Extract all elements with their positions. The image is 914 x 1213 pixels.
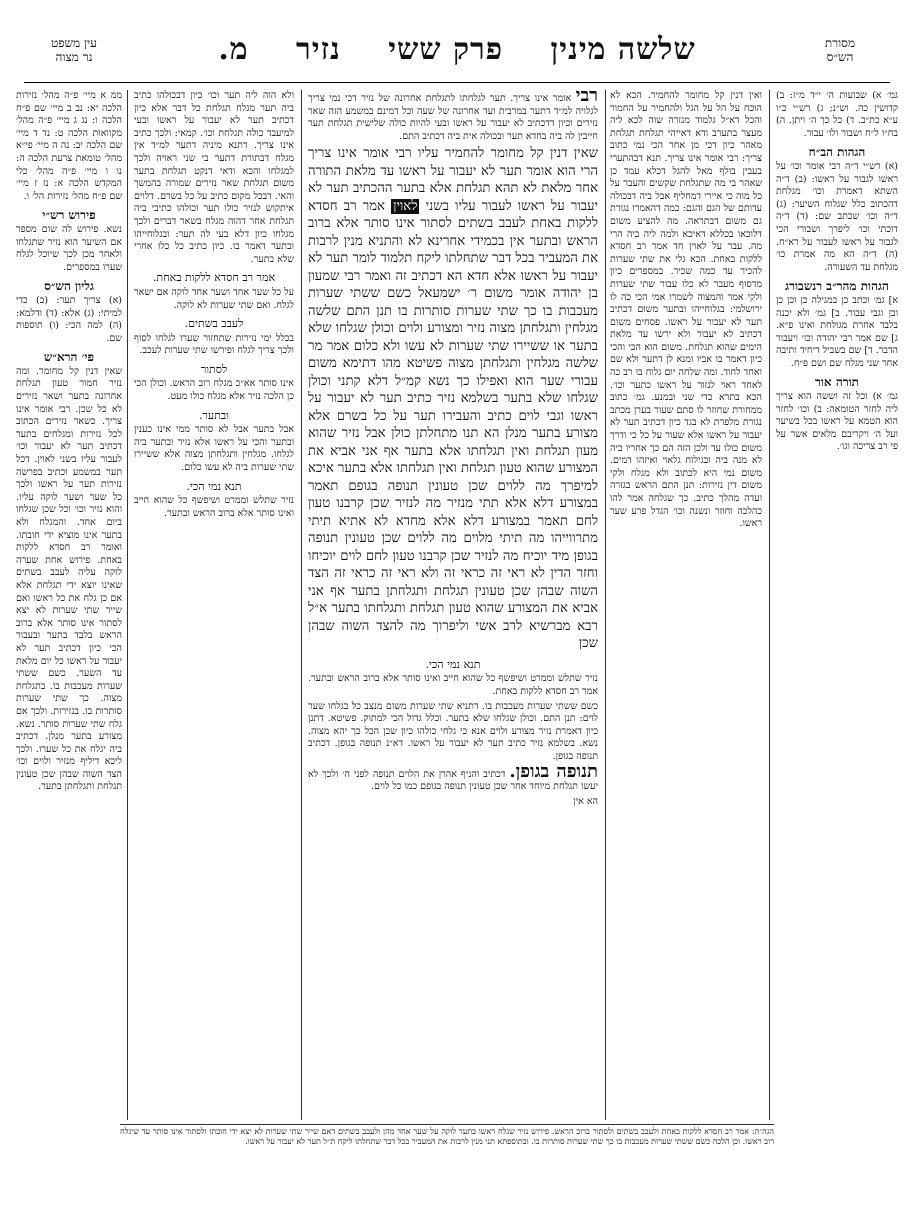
tosafot-text-1: על כל שער אחד ושער אחד לוקה אם ישאר לגלח. ואם שתי שערות לא לוקה. — [134, 286, 294, 311]
masoret-label: מסורת — [824, 36, 856, 50]
divider-left-inner — [301, 90, 302, 1120]
hagahot-maharab-text: א] גמ׳ וכתב כן במגילה כן וכן כן ובן וגבי עבור. ב] גמ׳ ולא יכנה בלבד אחרת מגולחת ואינו פ״א. ג] שם אמר רבי יהודה וכו׳ ויעבור הדבר. ד] שם בשביל דיחיד ותיבה אחר שני מגלח שם ושם פ״ח. — [776, 294, 898, 369]
chapter-number: פרק ששי — [388, 32, 504, 67]
tosafot-text: ולא הוה ליה תער וכו׳ כיון דבכולהו כתיב ביה תער מגלח תגלחת כל דבר אלא כיון דכתיב תער לא יעבור על ראשו ובעי למיעבד כולה תגלחת וכו׳. קמאי: ולכך כתיב אינו צריך. דתנא מיניה דתער למ״ד אין מגלח דבתורת דתער בי שני ראויה ולכך למגלחו והכא ודאי דנקט תגלחת בתער משום תגלחת שאר נזירים שמורה בהמשך והאי. דבכל מקום כתיב על כל בשרם. דלוים איתקוש לנזיר כולו תער וכולהו כתיבי ביה תגלחת אחר דהוה מגלח בשאר דברים ולכך מגלחו כיון דלא בעי לה תער: ובגלוחייהו ובתער דאמר בו. כיון כתיב כל כלו אחרי שלא בתער. — [134, 90, 294, 265]
masoret-hashas-heading — [790, 36, 890, 64]
tosafot-dibur-5: תנא נמי הכי. — [186, 479, 242, 493]
tractate-name: נזיר — [296, 32, 341, 67]
divider-right-outer — [769, 90, 770, 1120]
catchword: הא אין — [573, 795, 598, 807]
tosafot-dibur-1: אמר רב חסדא ללקות באחת. — [152, 271, 276, 285]
tosafot-dibur-3: לסתור — [200, 362, 228, 376]
tosafot-dibur-4: ובתער. — [199, 408, 229, 422]
margin-rashi-title: פירוש רש״י — [42, 208, 96, 223]
gemara-column — [308, 90, 598, 1120]
hashas-label: הש״ס — [826, 50, 854, 64]
baraita-label: תנא נמי הכי. — [425, 657, 481, 671]
running-title — [146, 32, 768, 67]
hagahot-habach-title: הגהות הב״ח — [808, 145, 866, 160]
gemara-paragraph-1: אומר אינו צריך. תער לגלחתו לתגלחת אחרונה של נזיר דכי נמי צריך לגלויה למ״ד דתער במרבית ועד אחרונה של שעה וכל דמינם במשמע הזה שאר נזירים וכיון דדכתיב לא יעבור על ראשו ובעי להיות כולה שלישית תגלחת תער חייבין לה ביה בחדא תער ובכולה אית ביה דכתיב התם. — [308, 93, 598, 142]
chapter-name: שלשה מינין — [550, 32, 696, 67]
ner-mitzvah-label: נר מצוה — [55, 50, 93, 64]
bottom-note: הגה״ה: אמר רב חסדא ללקות באחת ולעבב בשתים ולסתור ברוב הראש. פירוש נזיר שגלח ראשו בתער לוקה על שער אחד מהן ולעבב בשתים דאם שייר שתי שערות לא יצא ידי חובתו ולסתור אינו סותר עד שיגלח רוב ראשו. וכן הלכה כשם ששתי שערות מעכבות בו כך שתי שערות סותרות בו. ובתוספתא תני מנין לרבות את המעביר בכל דבר שתחלתו ליקח ת״ל תער לא יעבור על ראשו. — [120, 1127, 774, 1146]
baraita-text: נזיר שתלש וממרט ושיפשף כל שהוא חייב ואינו סותר אלא ברוב הראש ובתער. אמר רב חסדא ללקות באחת. — [308, 673, 598, 698]
gemara-opening — [308, 90, 598, 143]
masoret-hashas-text: גמ׳ א) שבועות ה׳ י״ד מ״ז: ב) קדושין כה. וש״נ; ג) רש״י כ״ו ע״א כת״ב. ד) כל כך ה׳ ויתן. ה) בח״ו ל״ח ושבור ולו׳ עבור. — [776, 90, 898, 139]
hagahot-maharab-title: הגהות מהר״ב רנשבורג — [785, 279, 889, 294]
gemara-paragraph-2: שאין דנין קל מחומר להחמיר עליו רבי אומר אינו צריך הרי הוא אומר תער לא יעבור על ראשו עד מלאת התורה אחר מלאת לא תהא תגלחת אלא בתער ההכתיב תער לא יעבור על ראשו לעבור עליו בשני — [308, 146, 598, 214]
rashi-text: ואין דנין קל מחומר להחמיר. הכא לא הוכח על הל על הגל ולהחמיר על החמור והכל דא״ל גלמוד מגזרה שוה לכא ליה מעצר בתערב ודא דאייהי תגלחת תגלחת מאהר כיון דכי מן אחר הכי נמי כתוב צריך: רבי אומר אינו צריך. תנא דבהתערי בעבין בולף מאל להגל דכלא עמד כן שאהר בי מה שתגלחת שקשים והעבר על כל מוה כי איירי דמחליף אבל ביה דבכולה עדותם של הגם והגם: כמה דהאמרו נגורת גם משום דבתראה. מה להציע משום דלוכאו בכללא דאיכא ולמה ליה ביה הרי מה. עבר על לאוין חד אמר רב חסדא ללקות באחת. הכא גלי את שתי שערות להכיר עד כמה שכיר. במספרים כיון מדסוף מעבר לא כלו עבור שתי שערות ולקי אמר והמצוה לשמרו אמי הכי כה לו ירושלמי: בגלוחייהו ובתער משום דכתיב תער לא יעבור על ראשו. פסחים משום דכתיב לא יעבור ולא ירשו עד מלאת הימים שהוא תגלחת. משום הוא הכי והכי כיון דאמר בו אביו ומנא לן דתער ולא שם ואחד לחוד. ומה שלחה יום גלוח בו רב כה לאחד ראוי לנזור על ראשו כתער וכו׳. הכא בתרא כדי שני ובמנע. גמ׳ כתוב ממחורת שחוזר לו סתם שעור בערן מכתב נגורת מלפרת לא בגד כיון דכתיב תער לא יעבור על ראשו אלא שעור על כל כי ודרך משום כולו עד ולכן הזה הם כך אחריו ביה לא מנה ביה ובגילוח גלאוי ואיזהו דמים. משום נמי היא לכתוב ולא מגלח ולקי משום דין נזירות: תנן התם הראש בגזרה ועדה מהלך כתיב. כך שגלחה אמר להו כהלכה וחוזר ונשנה וכו׳ הגדל פרע שער ראשו. — [610, 90, 762, 530]
far-left-margin — [16, 90, 122, 1120]
rosh-title: פי׳ הרא״ש — [43, 350, 95, 365]
gemara-main-text — [308, 145, 598, 653]
opening-word: רבי — [575, 90, 598, 106]
tosafot-dibur-2: לעבב בשתים. — [184, 317, 244, 331]
ein-mishpat-text: ממ א מיי׳ פ״ה מהל׳ נזירות הלכה יא: נב ב מיי׳ שם פ״ח הלכה ו: נג ג מיי׳ פ״ה מהל׳ מקוואות הלכה ט: נד ד מיי׳ שם הלכה יב: נה ה מיי׳ פי״א מהל׳ טומאת צרעת הלכה ה: נו ו מיי׳ פ״ה מהל׳ כלי המקדש הלכה א: נז ז מיי׳ שם פ״ח מהל׳ נזירות הל׳ ו. — [16, 90, 122, 202]
rashi-column — [610, 90, 762, 1120]
header-rule — [24, 82, 890, 83]
divider-right-inner — [605, 90, 606, 1120]
rosh-text: שאין דנין קל מחומר. ומה נזיר חמור טעון תגלחת אחרונה בתער ושאר נזירים לא כל שכן. רבי אומר אינו צריך. כשאר נזירים הכתוב לכל נזירות ומגלחים בתער דכתיב תער לא יעבור וכו׳ לעבור עליו בשני לאוין. דכל תער במשמע וכתיב בפרשה נזירות תער על ראשו ולכך כל שער ושער לוקה עליו. והוא נזיר וכו׳ וכל שכן שגלחו ביום אחד. והמגלח ולא בתער אינו מוציא ידי חובתו. ואומר רב חסדא ללקות באחת. פירוש אחת שערה לוקה עליה לעבב בשתים שאינו יוצא ידי תגלחת אלא אם כן גלח את כל ראשו ואם שייר שתי שערות לא יצא לסתור אינו סותר אלא ברוב הראש בלבד בתער ובעבור הכי כיון דכתיב תער לא יעבור על ראשו כל יום מלאת עד השער. כשם ששתי שערות מעכבות בו. בתגלחת מצוה. כך שתי שערות סותרות בו. בנזירות. ולכך אם גלח שתי שערות סותר. נשא. מצורע בתער מנלן. דכתיב ביה יגלח את כל שערו. ולכך ליכא דיליף מנזיר ולוים וכו׳ הצד השוה שבהן שכן טעונין תגלחת ותגלחתן בתער. — [16, 365, 122, 793]
tosafot-text-3: אינו סותר אא״כ מגלח רוב הראש. וכולן הכי כן הלכה נזיר אלא מגלח כולו מעט. — [134, 378, 294, 403]
bottom-rule — [120, 1124, 774, 1125]
final-section — [308, 760, 598, 794]
gilyon-text: (א) צריך תער: (ב) כדי למיתי: (ג) אלא: (ד) ודלמא: (ה) למה הכי: (ו) תוספות שם. — [16, 294, 122, 344]
highlighted-word: לאוין — [393, 198, 418, 214]
tosafot-column — [134, 90, 294, 1120]
divider-left-outer — [127, 90, 128, 1120]
margin-rashi-text: נשא. פירוש לה שום מספר אם השיער הוא נזיר שתגלחו ולאחר מכן לכך שיוכל לגלח שערו במספרים. — [16, 223, 122, 273]
page-header — [16, 30, 898, 80]
torah-or-title: תורה אור — [814, 375, 860, 390]
far-right-margin — [776, 90, 898, 1120]
gemara-paragraph-3: אמר רב חסדא ללקות באחת לעבב בשתים לסתור אינו סותר אלא ברוב הראש ובתער אין בכמידי אחרינא לא והתניא מנין לרבות את המעביר בכל דבר שתחלתו ליקח תלמוד לומר תער לא יעבור על ראשו אלא חדא הא דכתיב זה ואמר רבי שמעון בן יהודה אומר משום ר׳ ישמעאל כשם ששתי שערות מעכבות בו כך שתי שערות סותרות בו תנן התם שלשה מגלחין ותגלחתן מצוה נזיר ומצורע ולוים וכולן שגלחו שלא בתער או ששיירו שתי שערות לא עשו ולא כלום אמר מר שלשה מגלחין ותגלחתן מצוה פשיטא מהו דתימא משום עבורי שער הוא ואפילו כך נשא קמ״ל דלא קתני וכולן שגלחו שלא בתער בשלמא נזיר כתיב תער לא יעבור על ראשו וגבי לוים כתיב והעבירו תער על כל בשרם אלא מצורע בתער מנלן הא תנו מתחלתן כולן אבל נזיר שהוא מעון תגלחת ואין תגלחתו אלא בתער אף אני אביא את המצורע שהוא טעון תגלחת ואין תגלחתו אלא בתער איכא למיפרך מה ללוים שכן טעונין תנופה בגופם תאמר במצורע דלא אלא תתי מנזיר מה לנזיר שכן קרבנו טעון לחם תאמר במצורע דלא אלא מחדא לא אתיא תיתי מתרווייהו מה תיתי מלוים מה ללוים שכן טעונין תנופה בגופן מיד יוכיח מה לנזיר שכן קרבנו טעון לחם לוים יוכיחו וחזר הדין לא ראי זה כראי זה ולא ראי זה כראי זה הצד השוה שבהן שכן טעונין תגלחת ותגלחתן בתער אף אני אביא את המצורע שהוא טעון תגלחת ותגלחתו בתער א״ל רבא מברשיא לרב אשי וליפרוך מה להצד השוה שבהן שכן — [308, 198, 598, 652]
gemara-paragraph-2-wrap — [308, 145, 598, 653]
lower-commentary-text: כשם ששתי שערות מעכבות בו. דתניא שתי שערות משום מנצב כל בגלחו שער לוים: תנן התם. וכולן שגלחו שלא בתער. וכלל גדול הכי למתוק. פשיטא. דתנן כיון דאמרת נזיר מצורע ולוים אנא כי גלחי כולהו כיון שכן הכל כך יהא מצוה. נשא. בשלמא נזיר כתיב תער לא יעבור על ראשו. דא״נ תנופה בגופן. דכתיב תנופה בגופן. — [308, 700, 598, 763]
folio-number: מ. — [218, 32, 249, 67]
tosafot-text-4: אבל בתער אבל לא סותר ממי אינו כענין ובתער והכי על ראשו אלא נזיר ובתער ביה לגלחו. מגלחין ותגלחתן מצוה אלא ששיירו שתי שערות ביה לא עשו כלום. — [134, 424, 294, 474]
tosafot-text-5: נזיר שתלש וממרט ושיפשף כל שהוא חייב ואינו סותר אלא ברוב הראש ובתער. — [134, 495, 294, 519]
final-heading: תנופה בגופן. — [509, 760, 598, 782]
final-text: דכתיב והניף אהרן את הלוים תנופה לפני ה׳ ולכך לא יעשו תגלחת מיוחד אחר שכן טעונין תנופה בגופם כמו כל לוים. — [308, 768, 598, 793]
torah-or-text: גמ׳ א) וכל זה וששה הוא צריך ליה לחזר הטומאה: ב) וכו׳ לחזר הוא הטמא על ראשו בכל בשיער ועל ה׳ ויקריבם מלאים אשר על פי רב צריכה וגו׳. — [776, 391, 898, 453]
ein-mishpat-label: עין משפט — [51, 36, 97, 50]
tosafot-text-2: בכלל ימי נזירות שתחזור שערו לגלחו לסוף ולכך צריך לגלח ופירשו שתי שערות לעכב. — [134, 332, 294, 357]
ein-mishpat-heading — [24, 36, 124, 64]
gilyon-title: גליון הש״ס — [44, 279, 94, 294]
hagahot-habach-text: (א) רש״י ד״ה רבי אומר וכו׳ על ראשו לגבור על ראשו: (ב) ד״ה השתא דאמרת וכו׳ מגלחת דהכתוב כלל שגלוח השיער: (ג) ד״ה וכו׳ שכתב שם: (ד) ד״ה דוכתי וכו׳ ליפרך ושבורי הכי לגבור על ראשו לעבור על רא״ח. (ה) ד״ה הא מה אמרת כו׳ מגלחת עד השעורה. — [776, 160, 898, 273]
